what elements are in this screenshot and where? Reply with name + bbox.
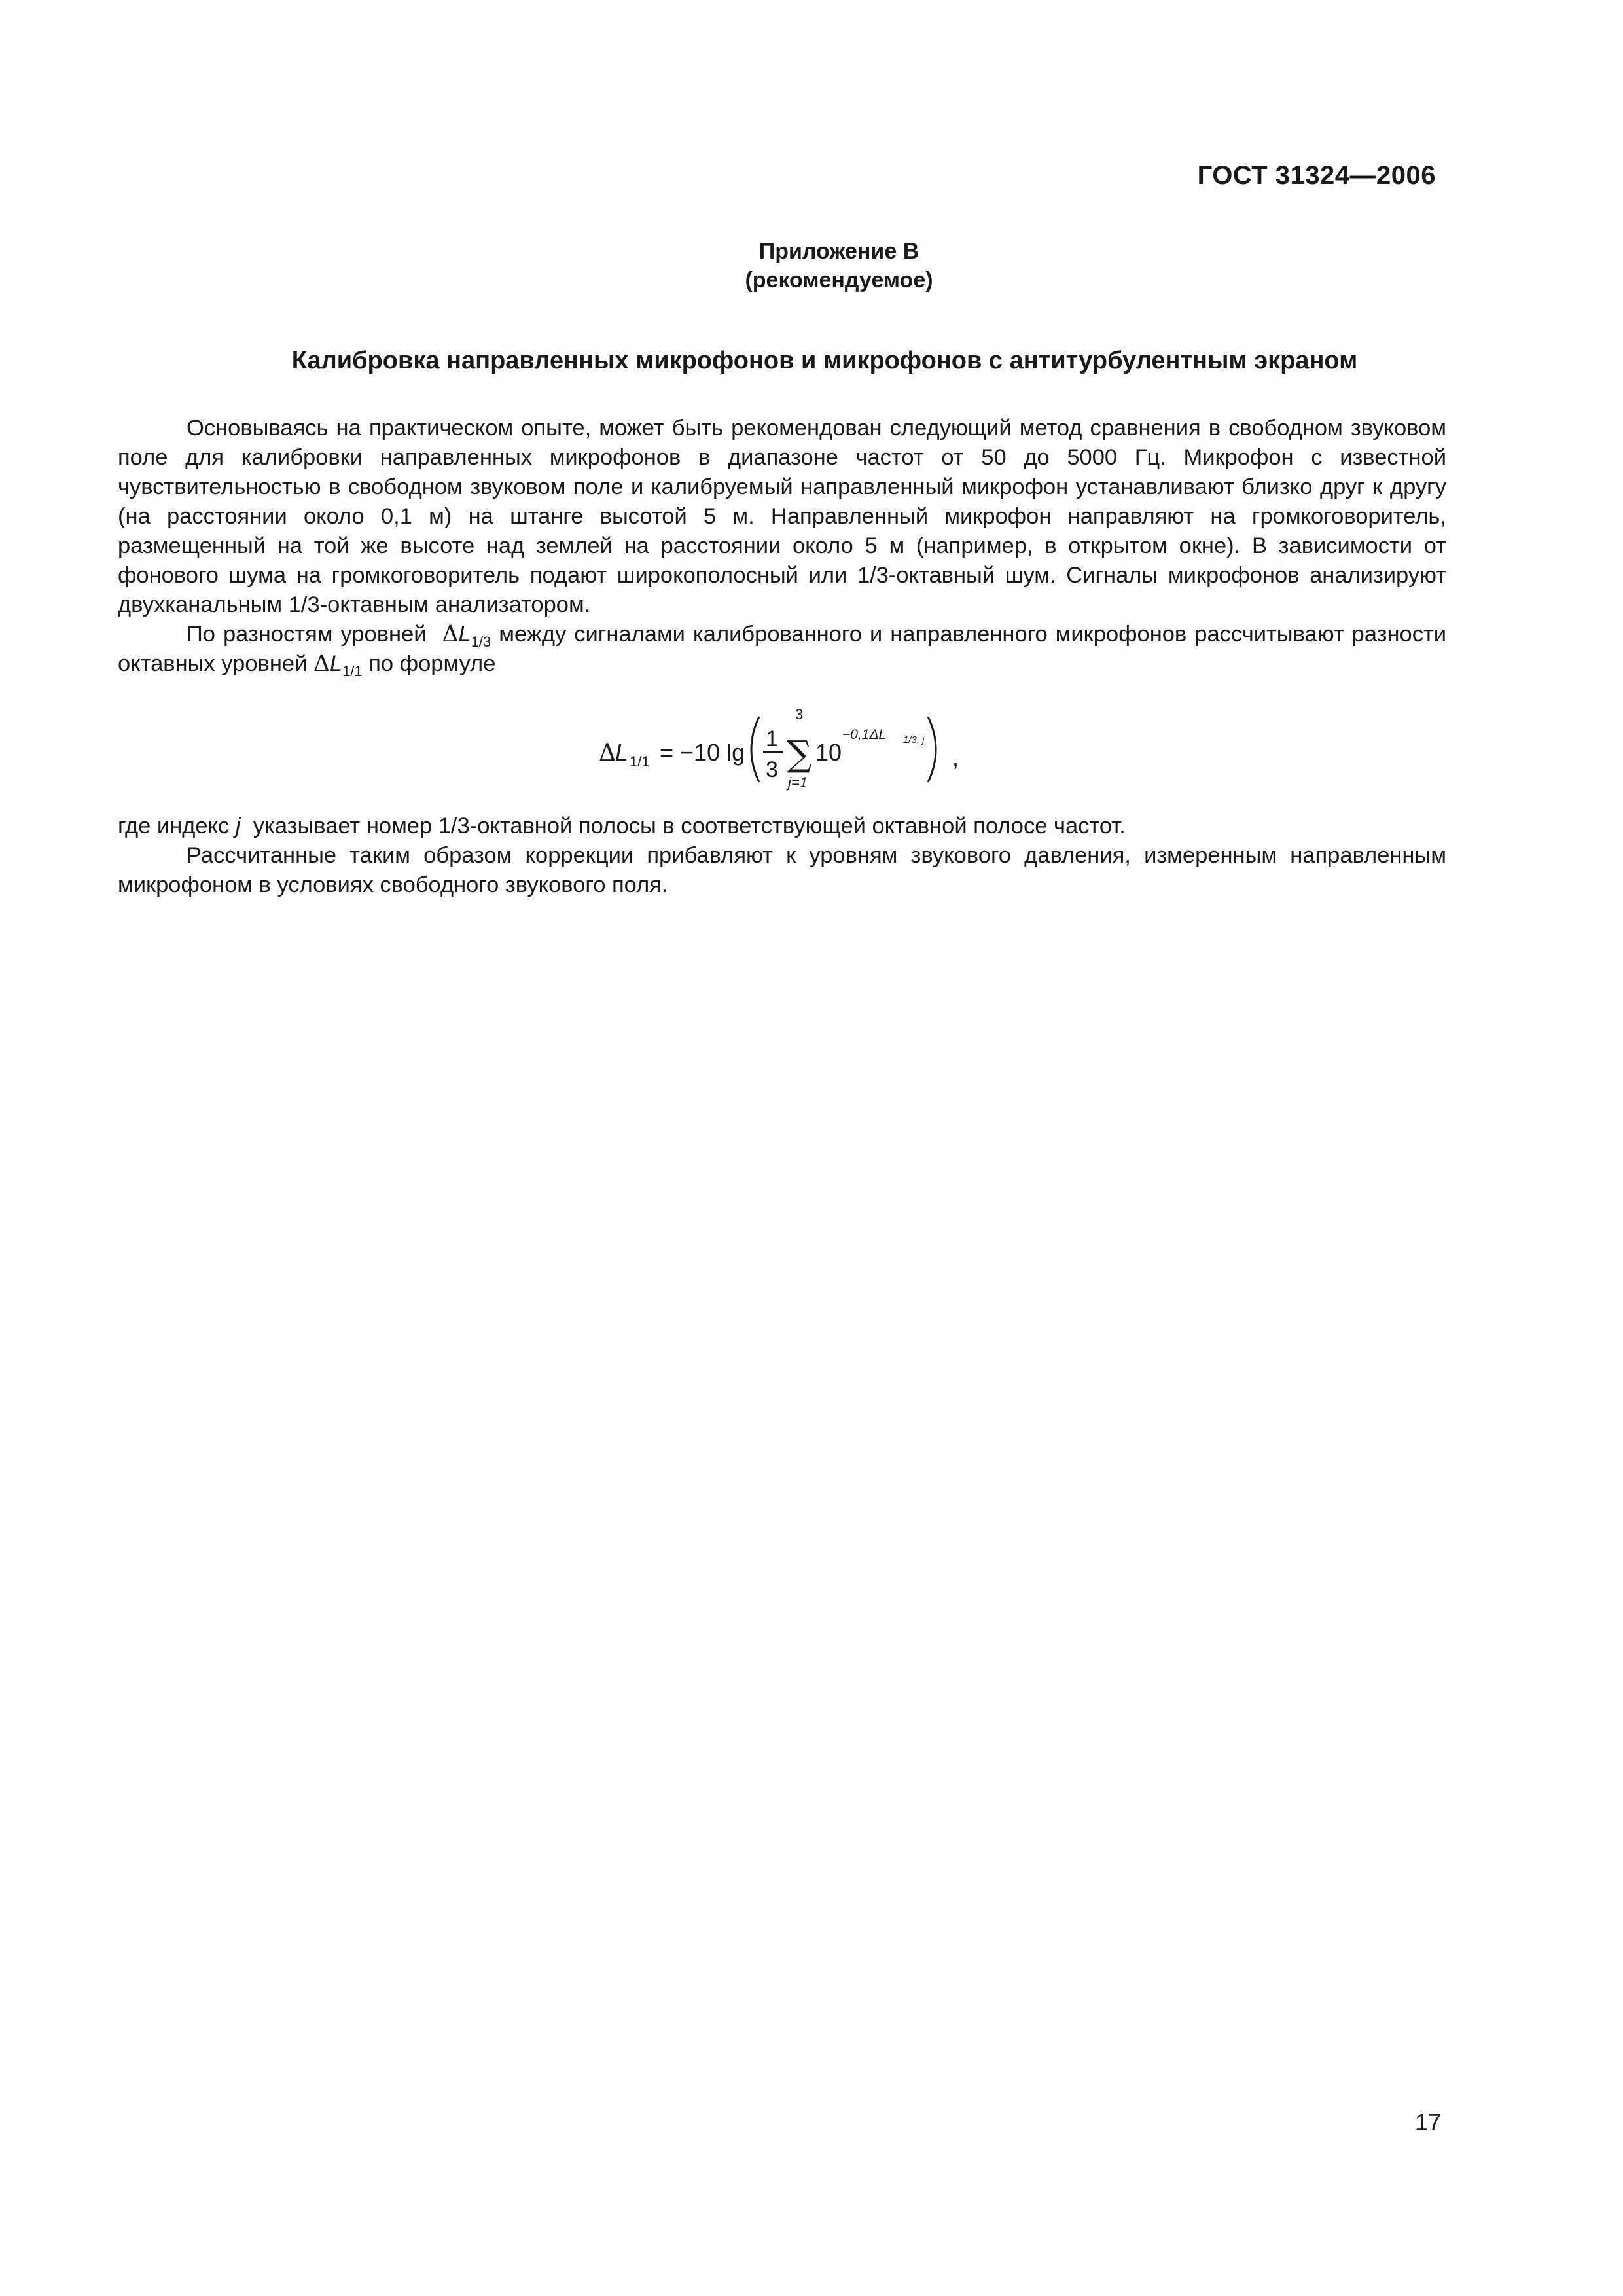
paragraph-block-2: [118, 812, 1446, 900]
formula-svg: [0, 704, 1623, 795]
appendix-status: (рекомендуемое): [745, 268, 933, 293]
page-number: 17: [1414, 2109, 1441, 2136]
level-symbol: L: [329, 651, 343, 676]
text-span: между сигналами калиброванного и направленного микрофонов рассчитывают разности октавных уровней: [118, 622, 1447, 676]
level-subscript: 1/1: [342, 663, 363, 679]
formula-frac-numerator: 1: [766, 726, 778, 751]
standard-number: ГОСТ 31324—2006: [1197, 161, 1436, 190]
formula-exponent: −0,1ΔL: [842, 727, 887, 742]
paragraph-corrections: Рассчитанные таким образом коррекции прибавляют к уровням звукового давления, измеренным направленным микрофоном в условиях свободного звукового поля.: [118, 843, 1446, 897]
formula-equals-lg: = −10 lg: [660, 739, 745, 766]
text-span: указывает номер 1/3-октавной полосы в соответствующей октавной полосе частот.: [253, 814, 1126, 838]
formula-comma: ,: [952, 744, 959, 771]
paragraph-differences: [118, 620, 1446, 679]
formula-right-paren: [928, 717, 936, 782]
appendix-heading: [0, 237, 1623, 295]
formula-sum-upper: 3: [795, 706, 804, 723]
formula-exponent-subscript: 1/3, j: [903, 734, 925, 745]
paragraph-method: Основываясь на практическом опыте, может быть рекомендован следующий метод сравнения в свободном звуковом поле для калибровки направленных микрофонов в диапазоне частот от 50 до 5000 Гц. Микрофон с известной чувствительностью в свободном звуковом поле и калибруемый направленный микрофон устанавливают близко друг к другу (на расстоянии около 0,1 м) на штанге высотой 5 м. Направленный микрофон направляют на громкоговоритель, размещенный на той же высоте над землей на расстоянии около 5 м (например, в открытом окне). В зависимости от фонового шума на громкоговоритель подают широкополосный или 1/3-октавный шум. Сигналы микрофонов анализируют двухканальным 1/3-октавным анализатором.: [118, 416, 1446, 617]
level-subscript: 1/3: [471, 634, 491, 650]
formula-L: L: [615, 739, 629, 766]
delta-symbol: Δ: [442, 621, 459, 647]
text-span: где индекс: [118, 814, 230, 838]
formula-sum-symbol: ∑: [787, 733, 812, 774]
formula-lhs-subscript: 1/1: [630, 753, 650, 770]
formula-frac-denominator: 3: [766, 757, 778, 782]
section-title: Калибровка направленных микрофонов и микрофонов с антитурбулентным экраном: [291, 347, 1358, 374]
appendix-label: Приложение В: [758, 239, 919, 264]
paragraph-block-1: [118, 414, 1446, 679]
text-span: по формуле: [368, 651, 496, 676]
text-span: По разностям уровней: [187, 622, 427, 647]
formula-delta: Δ: [599, 740, 616, 766]
octave-level-formula: [0, 704, 1623, 795]
index-symbol: j: [235, 814, 241, 838]
formula-sum-lower: j=1: [788, 774, 808, 791]
delta-symbol: Δ: [313, 651, 330, 677]
formula-left-paren: [751, 717, 759, 782]
paragraph-index-note: [118, 812, 1446, 841]
level-symbol: L: [458, 622, 471, 647]
formula-base: 10: [815, 739, 842, 766]
